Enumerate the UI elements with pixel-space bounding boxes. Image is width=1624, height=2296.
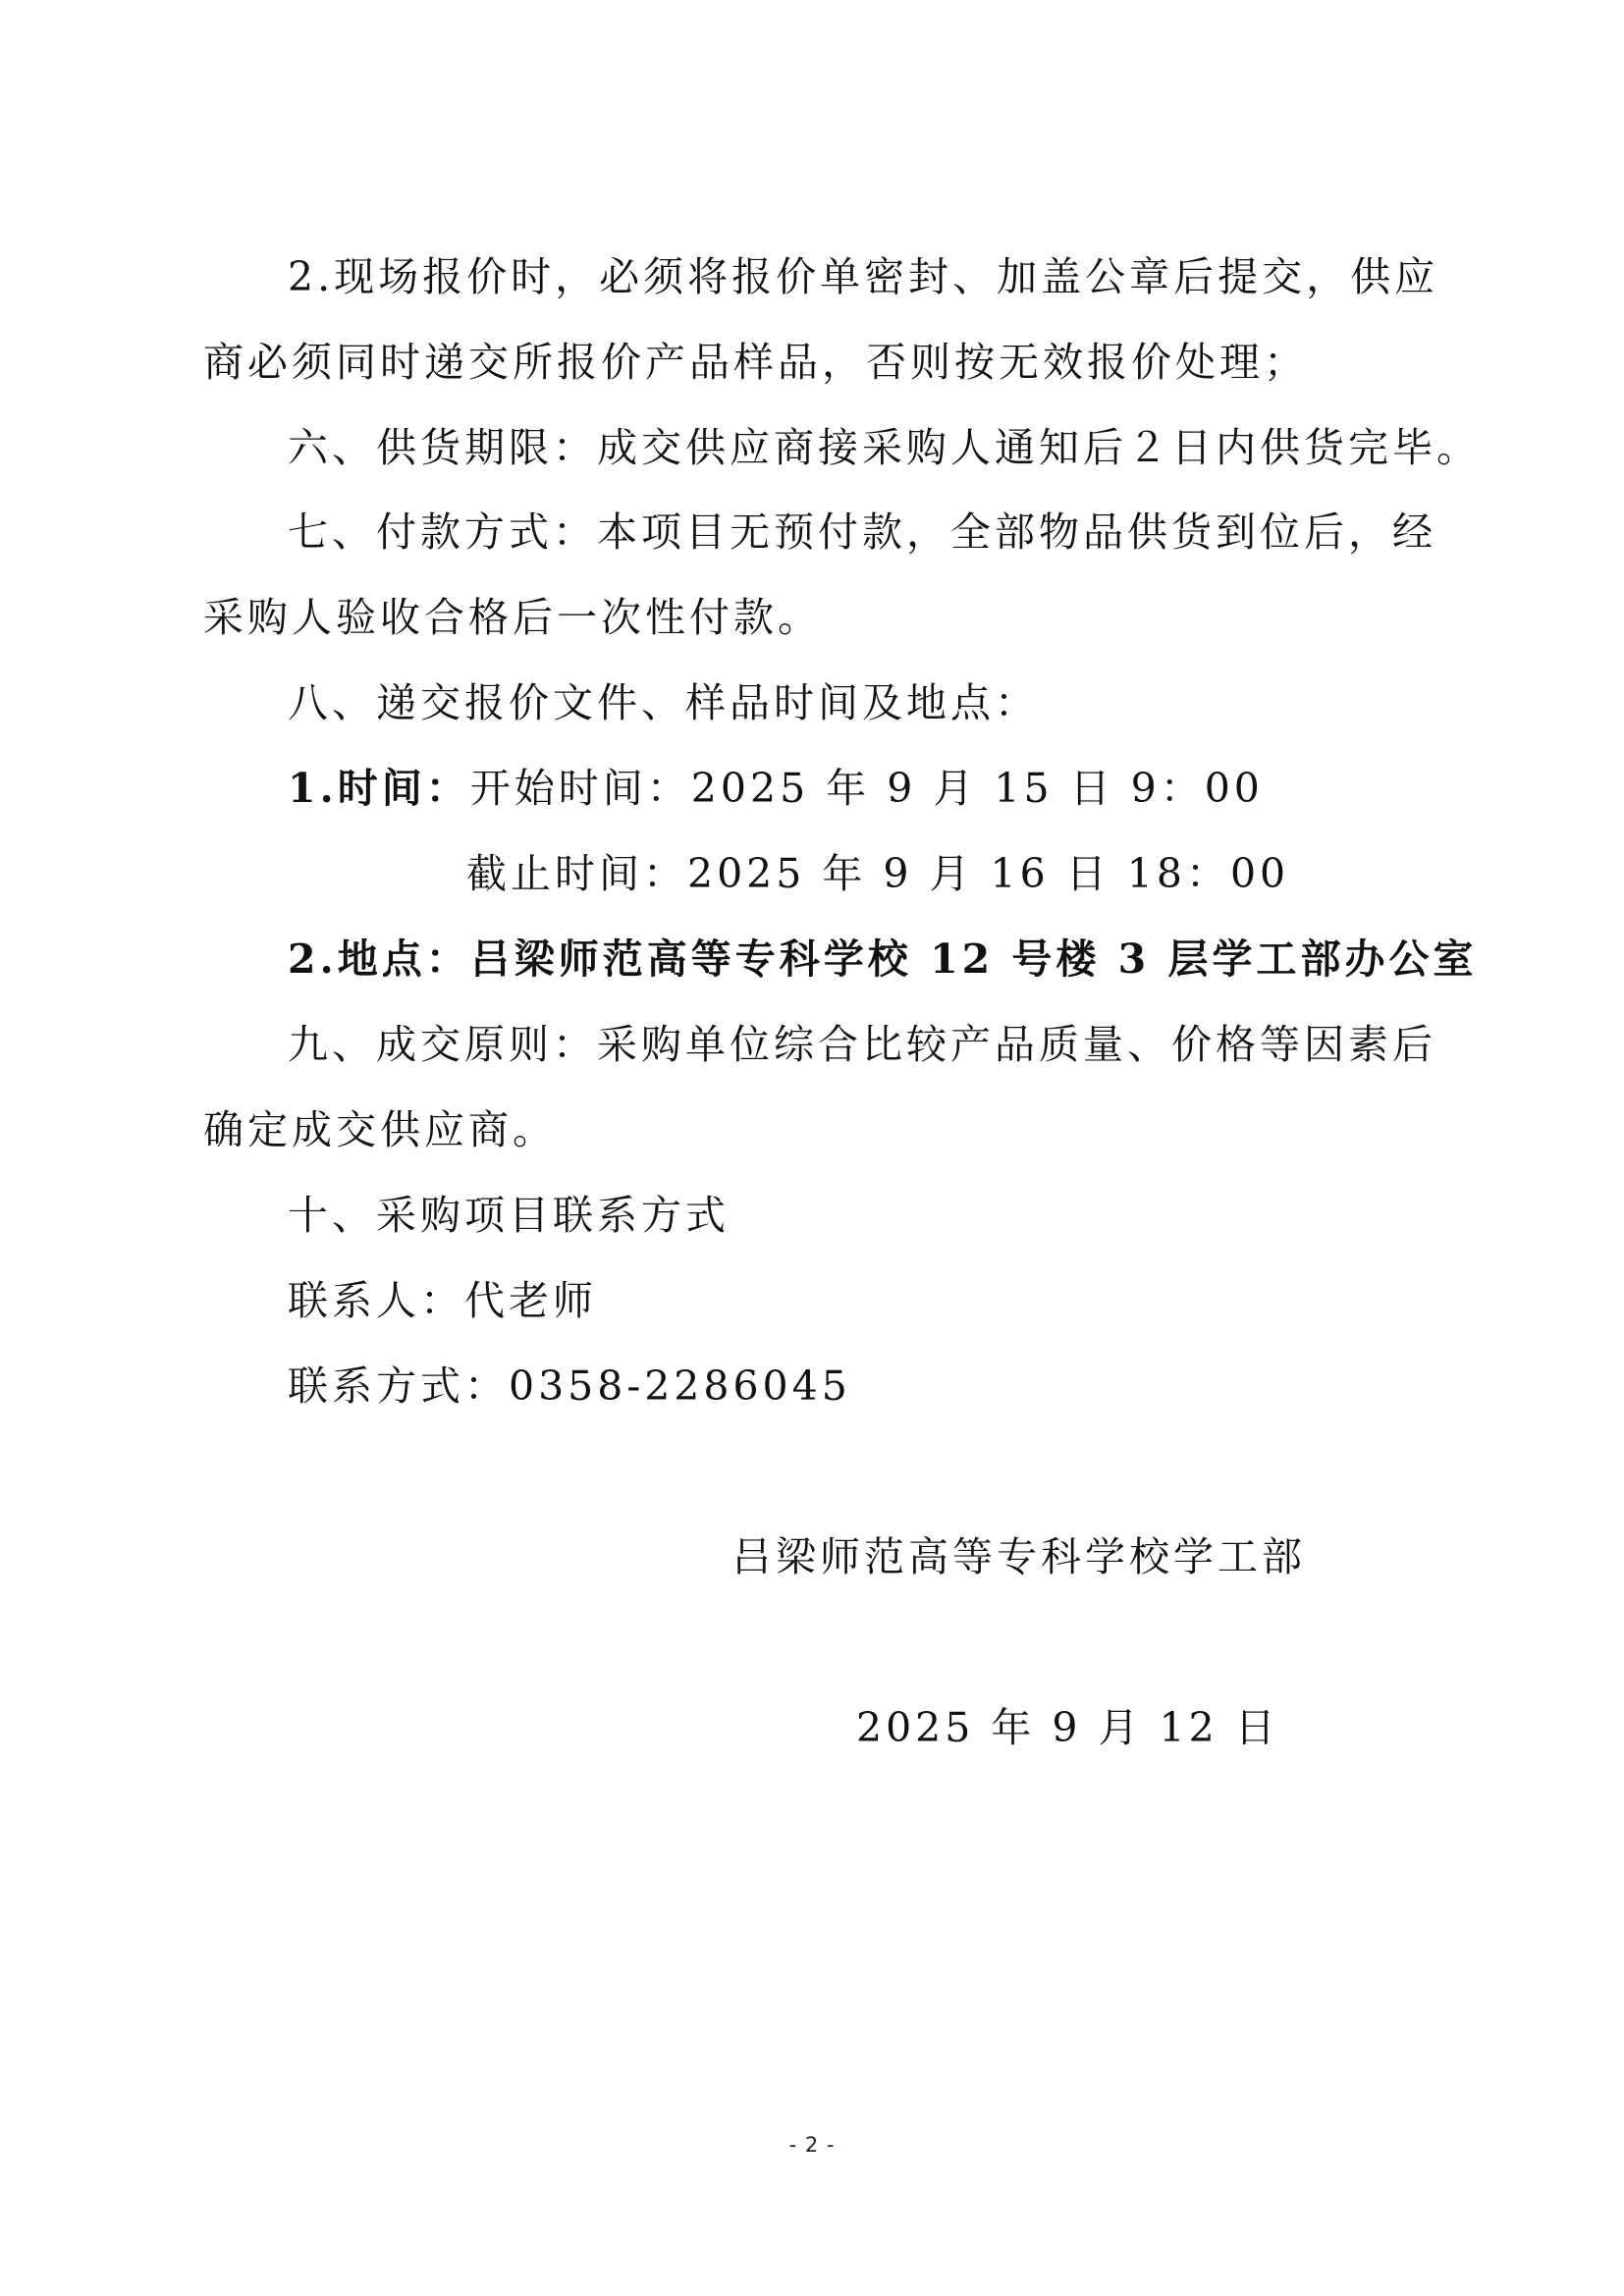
signature-organization: 吕梁师范高等专科学校学工部 [731, 1533, 1306, 1580]
section-8-heading: 八、递交报价文件、样品时间及地点： [288, 679, 1039, 726]
section-10-heading: 十、采购项目联系方式 [288, 1192, 730, 1239]
time-start: 开始时间：2025 年 9 月 15 日 9：00 [469, 765, 1264, 812]
section-9-line-1: 九、成交原则：采购单位综合比较产品质量、价格等因素后 [288, 1021, 1436, 1068]
time-label: 1.时间： [288, 765, 470, 812]
contact-person: 联系人：代老师 [288, 1277, 597, 1324]
section-7-line-1: 七、付款方式：本项目无预付款，全部物品供货到位后，经 [288, 508, 1436, 556]
section-9-line-2: 确定成交供应商。 [203, 1106, 557, 1153]
item-2-line-1: 2.现场报价时，必须将报价单密封、加盖公章后提交，供应 [288, 253, 1439, 300]
time-row [288, 765, 1264, 812]
location: 2.地点：吕梁师范高等专科学校 12 号楼 3 层学工部办公室 [288, 935, 1478, 983]
section-7-line-2: 采购人验收合格后一次性付款。 [203, 594, 822, 641]
signature-date: 2025 年 9 月 12 日 [856, 1704, 1279, 1751]
section-6-supply-period: 六、供货期限：成交供应商接采购人通知后２日内供货完毕。 [288, 424, 1481, 471]
page-number: - 2 - [788, 2133, 836, 2157]
time-end: 截止时间：2025 年 9 月 16 日 18：00 [466, 850, 1290, 897]
item-2-line-2: 商必须同时递交所报价产品样品，否则按无效报价处理； [203, 339, 1308, 386]
contact-phone: 联系方式：0358-2286045 [288, 1362, 851, 1410]
